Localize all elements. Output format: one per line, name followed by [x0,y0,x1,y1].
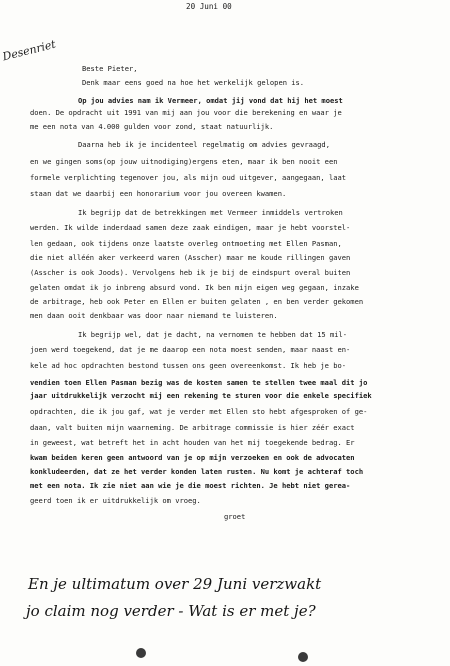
salutation: Beste Pieter, [82,64,138,73]
handwritten-line-2: jo claim nog verder - Wat is er met je? [26,602,316,620]
letter-line: Denk maar eens goed na hoe het werkelijk gelopen is. [82,78,305,87]
letter-line: kwam beiden keren geen antwoord van je op mijn verzoeken en ook de advocaten [30,453,355,462]
letter-line: jaar uitdrukkelijk verzocht mij een rekening te sturen voor die enkele specifiek [30,391,372,400]
letter-line: len gedaan, ook tijdens onze laatste overleg ontmoeting met Ellen Pasman, [30,239,342,248]
letter-line: kele ad hoc opdrachten bestond tussen ons geen overeenkomst. Ik heb je bo- [30,361,347,370]
letter-line: en we gingen soms(op jouw uitnodiging)ergens eten, maar ik ben nooit een [30,157,338,166]
letter-line: vendien toen Ellen Pasman bezig was de kosten samen te stellen twee maal dit jo [30,378,368,387]
letter-line: formele verplichting tegenover jou, als mijn oud uitgever, aangegaan, laat [30,173,347,182]
letter-line: met een nota. Ik zie niet aan wie je die moest richten. Je hebt niet gerea- [30,481,351,490]
handwritten-line-1: En je ultimatum over 29 Juni verzwakt [28,575,322,593]
letter-line: daan, valt buiten mijn waarneming. De arbitrage commissie is hier zéér exact [30,423,355,432]
letter-line: doen. De opdracht uit 1991 van mij aan jou voor die berekening en waar je [30,108,342,117]
letter-line: de arbitrage, heb ook Peter en Ellen er buiten gelaten , en ben verder gekomen [30,297,364,306]
letter-date: 20 Juni 00 [186,2,232,11]
punch-hole-right [298,652,308,662]
letter-line: geerd toen ik er uitdrukkelijk om vroeg. [30,496,201,505]
closing: groet [224,512,246,521]
margin-annotation: Desenriet [1,37,58,64]
letter-line: me een nota van 4.000 gulden voor zond, staat natuurlijk. [30,122,274,131]
letter-line: die niet alléén aker verkeerd waren (Asscher) maar me koude rillingen gaven [30,253,351,262]
letter-line: opdrachten, die ik jou gaf, wat je verder met Ellen sto hebt afgesproken of ge- [30,407,368,416]
letter-line: joen werd toegekend, dat je me daarop een nota moest senden, maar naast en- [30,345,351,354]
letter-line: konkludeerden, dat ze het verder konden laten rusten. Nu komt je achteraf toch [30,467,364,476]
punch-hole-left [136,648,146,658]
letter-line: (Asscher is ook Joods). Vervolgens heb ik je bij de eindspurt overal buiten [30,268,351,277]
letter-line: gelaten omdat ik jo inbreng absurd vond. Ik ben mijn eigen weg gegaan, inzake [30,283,359,292]
letter-line: in geweest, wat betreft het in acht houden van het mij toegekende bedrag. Er [30,438,355,447]
letter-line: Op jou advies nam ik Vermeer, omdat jij vond dat hij het moest [78,96,343,105]
letter-line: werden. Ik wilde inderdaad samen deze zaak eindigen, maar je hebt voorstel- [30,223,351,232]
letter-line: Ik begrijp dat de betrekkingen met Vermeer inmiddels vertroken [78,208,343,217]
letter-line: staan dat we daarbij een honorarium voor jou overeen kwamen. [30,189,287,198]
letter-line: Ik begrijp wel, dat je dacht, na vernomen te hebben dat 15 mil- [78,330,348,339]
letter-line: men daan ooit denkbaar was door naar niemand te luisteren. [30,311,278,320]
letter-line: Daarna heb ik je incidenteel regelmatig om advies gevraagd, [78,140,330,149]
